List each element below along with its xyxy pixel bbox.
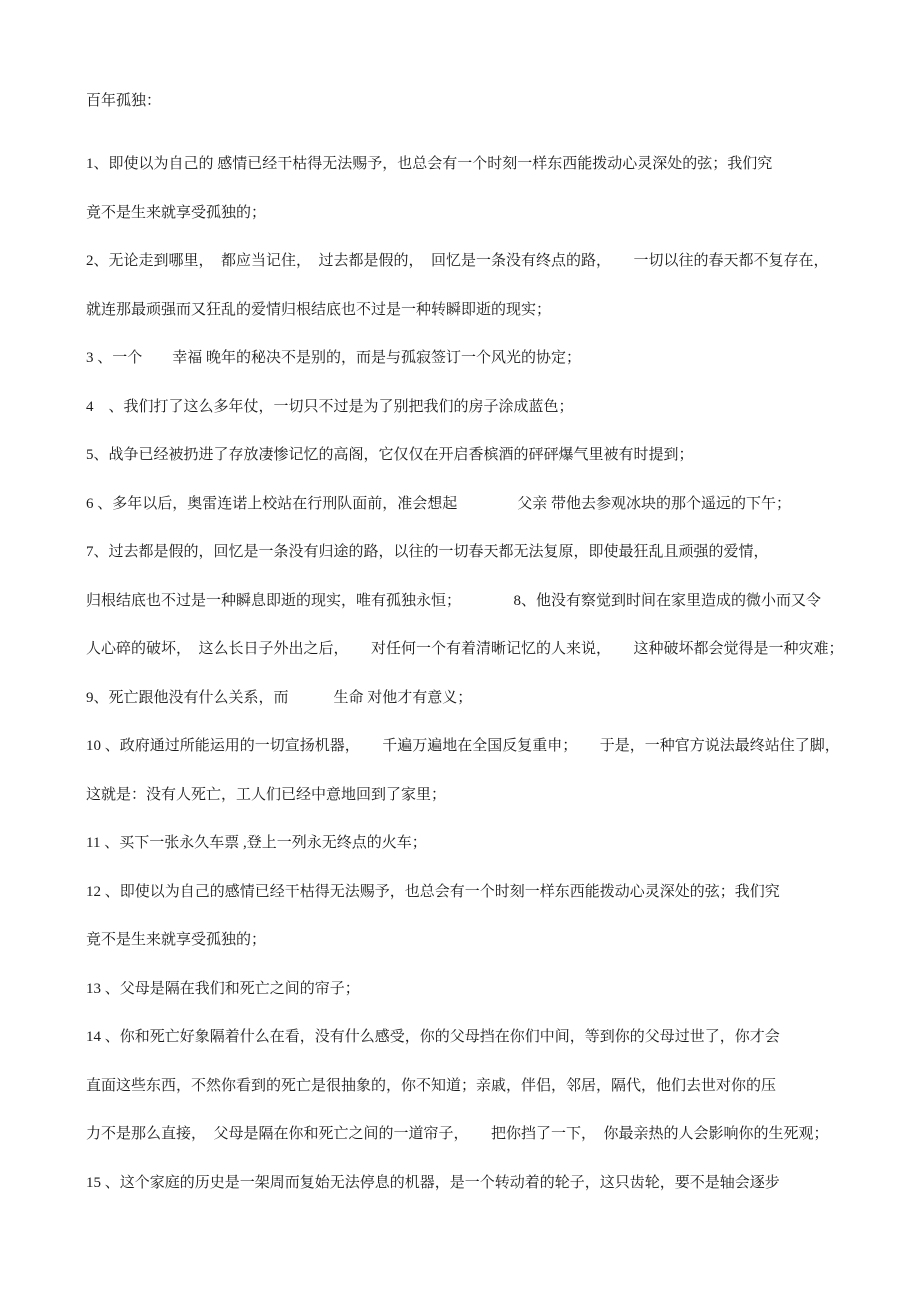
text-line: 竟不是生来就享受孤独的； — [86, 204, 267, 221]
text-line: 1、即使以为自己的 感情已经干枯得无法赐予，也总会有一个时刻一样东西能拨动心灵深处的弦；我们究 — [86, 156, 773, 172]
document-title: 百年孤独： — [86, 93, 162, 109]
text-line: 10 、政府通过所能运用的一切宣扬机器， 千遍万遍地在全国反复重申； 于是，一种官方说法最终站住了脚， — [86, 738, 840, 754]
text-line: 力不是那么直接， 父母是隔在你和死亡之间的一道帘子， 把你挡了一下， 你最亲热的人会影响你的生死观； — [86, 1126, 829, 1142]
text-line: 6 、多年以后，奥雷连诺上校站在行刑队面前，准会想起 父亲 带他去参观冰块的那个遥远的下午； — [86, 495, 792, 512]
text-line: 这就是：没有人死亡，工人们已经中意地回到了家里； — [86, 786, 447, 803]
text-line: 14 、你和死亡好象隔着什么在看，没有什么感受，你的父母挡在你们中间，等到你的父母过世了，你才会 — [86, 1029, 780, 1045]
text-line: 13 、父母是隔在我们和死亡之间的帘子； — [86, 980, 360, 997]
text-line: 3 、一个 幸福 晚年的秘决不是别的，而是与孤寂签订一个风光的协定； — [86, 350, 582, 366]
text-line: 9、死亡跟他没有什么关系，而 生命 对他才有意义； — [86, 689, 473, 706]
text-line: 15 、这个家庭的历史是一架周而复始无法停息的机器，是一个转动着的轮子，这只齿轮，要不是轴会逐步 — [86, 1174, 780, 1191]
document-body — [86, 155, 880, 1192]
text-line: 7、过去都是假的，回忆是一条没有归途的路，以往的一切春天都无法复原，即使最狂乱且顽强的爱情， — [86, 544, 769, 560]
text-line: 归根结底也不过是一种瞬息即逝的现实，唯有孤独永恒； 8、他没有察觉到时间在家里造成的微小而又令 — [86, 592, 822, 609]
text-line: 就连那最顽强而又狂乱的爱情归根结底也不过是一种转瞬即逝的现实； — [86, 301, 552, 318]
text-line: 直面这些东西，不然你看到的死亡是很抽象的，你不知道；亲戚，伴侣，邻居，隔代，他们去世对你的压 — [86, 1077, 777, 1094]
text-line: 11 、买下一张永久车票 ,登上一列永无终点的火车； — [86, 835, 427, 851]
text-line: 12 、即使以为自己的感情已经干枯得无法赐予，也总会有一个时刻一样东西能拨动心灵深处的弦；我们究 — [86, 883, 780, 900]
text-line: 人心碎的破坏， 这么长日子外出之后， 对任何一个有着清晰记忆的人来说， 这种破坏都会觉得是一种灾难； — [86, 641, 844, 657]
text-line: 5、战争已经被扔进了存放凄惨记忆的高阁，它仅仅在开启香槟酒的砰砰爆气里被有时提到； — [86, 447, 694, 463]
text-line: 竟不是生来就享受孤独的； — [86, 932, 267, 948]
text-line: 4 、我们打了这么多年仗，一切只不过是为了别把我们的房子涂成蓝色； — [86, 398, 574, 415]
text-line: 2、无论走到哪里， 都应当记住， 过去都是假的， 回忆是一条没有终点的路， 一切以往的春天都不复存在， — [86, 253, 829, 269]
